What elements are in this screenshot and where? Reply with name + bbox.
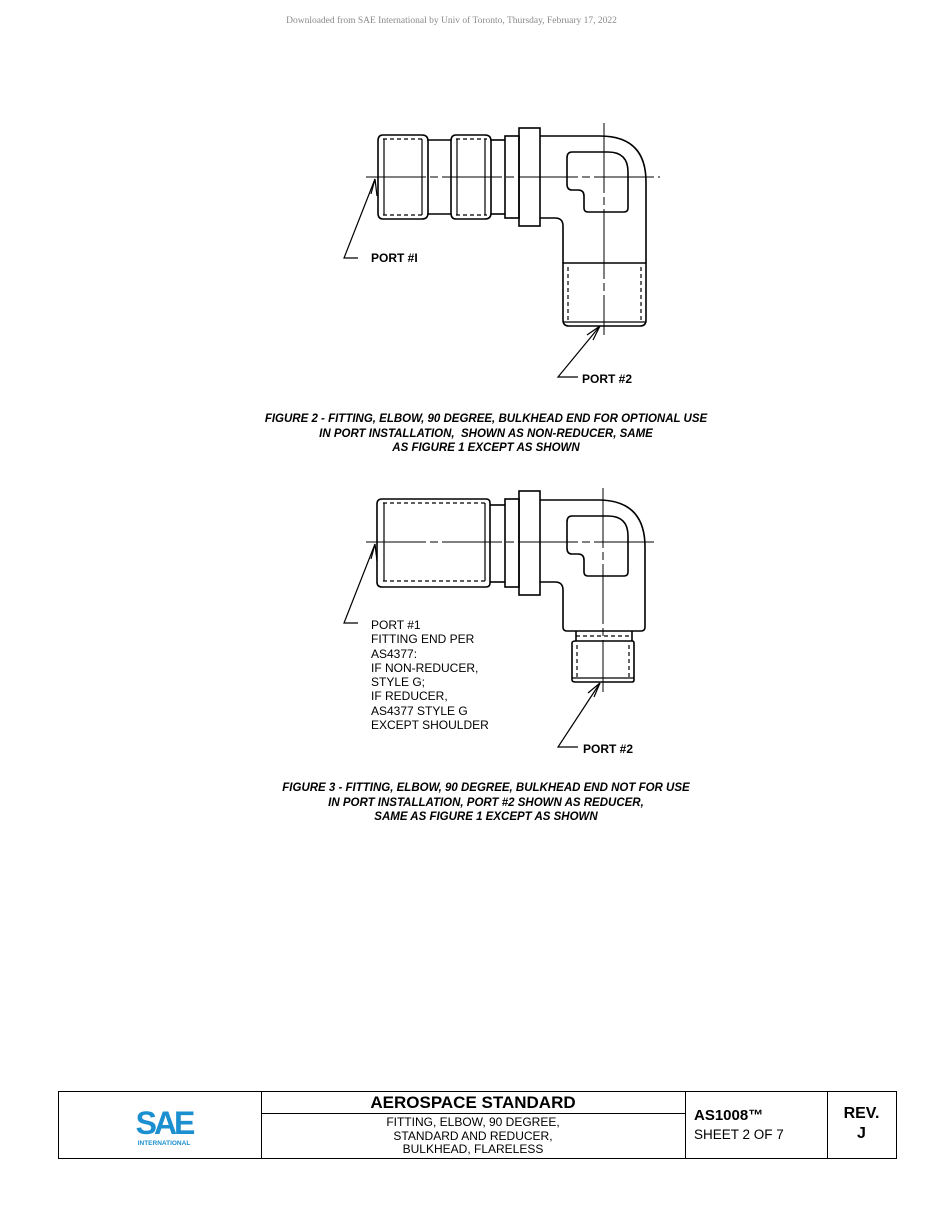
figure-2-centerlines [366, 123, 660, 335]
figure-3-caption [0, 781, 950, 825]
figure-2-drawing [0, 0, 950, 400]
figure-2-port1-label: PORT #I [371, 251, 418, 265]
logo-cell [59, 1092, 262, 1158]
note-line: FITTING END PER [371, 632, 475, 647]
note-line: PORT #1 [371, 618, 421, 632]
figure-3-port1-note [371, 618, 489, 732]
logo-subtext: INTERNATIONAL [137, 1140, 191, 1147]
title-cell [261, 1092, 686, 1158]
sheet-number: SHEET 2 OF 7 [694, 1127, 784, 1142]
caption-line: IN PORT INSTALLATION, SHOWN AS NON-REDUCER, SAME [319, 427, 653, 440]
document-heading: AEROSPACE STANDARD [261, 1092, 685, 1114]
caption-line: IN PORT INSTALLATION, PORT #2 SHOWN AS REDUCER, [328, 796, 644, 809]
note-line: AS4377: [371, 646, 418, 661]
description-line: BULKHEAD, FLARELESS [402, 1142, 544, 1157]
figure-3-port2-label: PORT #2 [583, 742, 634, 756]
note-line: STYLE G; [371, 675, 426, 690]
download-note: Downloaded from SAE International by Univ of Toronto, Thursday, February 17, 2022 [286, 16, 617, 26]
note-line: AS4377 STYLE G [371, 703, 468, 718]
sae-logo [129, 1104, 199, 1148]
note-line: EXCEPT SHOULDER [371, 718, 489, 733]
figure-2-fitting [378, 128, 646, 326]
note-line: IF REDUCER, [371, 689, 448, 704]
title-block [58, 1091, 897, 1159]
figure-2-leaders [344, 179, 600, 377]
document-description [261, 1114, 685, 1157]
rev-value: J [857, 1125, 866, 1142]
logo-text: SAE [135, 1105, 193, 1141]
figure-2-port2-label: PORT #2 [582, 372, 633, 386]
caption-line: AS FIGURE 1 EXCEPT AS SHOWN [392, 442, 580, 455]
figure-2-caption [0, 412, 950, 456]
doc-number-cell [686, 1092, 828, 1158]
rev-label: REV. [843, 1105, 880, 1122]
caption-line: SAME AS FIGURE 1 EXCEPT AS SHOWN [374, 811, 598, 824]
caption-line: FIGURE 3 - FITTING, ELBOW, 90 DEGREE, BULKHEAD END NOT FOR USE [282, 782, 690, 794]
description-line: FITTING, ELBOW, 90 DEGREE, [386, 1115, 560, 1129]
note-line: IF NON-REDUCER, [371, 660, 479, 675]
description-line: STANDARD AND REDUCER, [393, 1128, 553, 1143]
revision-cell [827, 1092, 896, 1158]
doc-number: AS1008™ [694, 1107, 764, 1124]
caption-line: FIGURE 2 - FITTING, ELBOW, 90 DEGREE, BULKHEAD END FOR OPTIONAL USE [264, 413, 708, 425]
